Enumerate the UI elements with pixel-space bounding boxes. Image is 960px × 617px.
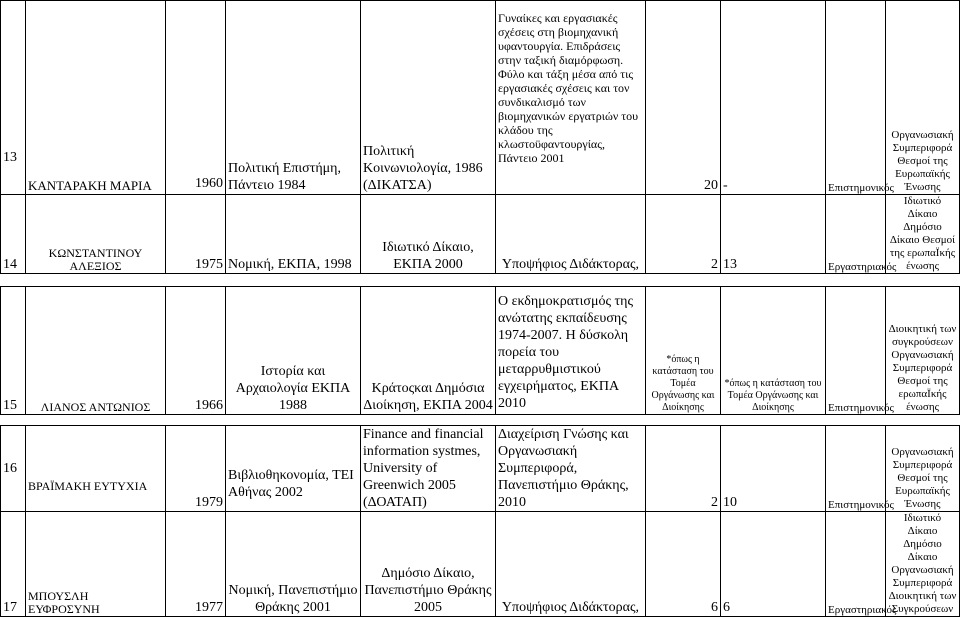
count-2: -: [721, 1, 826, 195]
field: Οργανωσιακή Συμπεριφορά Θεσμοί της Ευρωπαϊκής Ένωσης: [886, 1, 960, 195]
birth-year: 1975: [166, 195, 226, 274]
table-row: [1, 287, 960, 415]
row-id: 14: [1, 195, 26, 274]
count-2: *όπως η κατάσταση του Τομέα Οργάνωσης και Διοίκησης: [721, 287, 826, 415]
degree: Νομική, Πανεπιστήμιο Θράκης 2001: [226, 512, 361, 617]
category: Επιστημονικός: [826, 287, 886, 415]
field: Ιδιωτικό Δίκαιο Δημόσιο Δίκαιο Θεσμοί της ερωπαΪκής ένωσης: [886, 195, 960, 274]
category: Επιστημονικός: [826, 426, 886, 512]
thesis: Ο εκδημοκρατισμός της ανώτατης εκπαίδευσης 1974-2007. Η δύσκολη πορεία του μεταρρυθμιστικού εγχειρήματος, ΕΚΠΑ 2010: [496, 287, 646, 415]
phd: Δημόσιο Δίκαιο, Πανεπιστήμιο Θράκης 2005: [361, 512, 496, 617]
count-2: 10: [721, 426, 826, 512]
birth-year: 1977: [166, 512, 226, 617]
degree: Βιβλιοθηκονομία, ΤΕΙ Αθήνας 2002: [226, 426, 361, 512]
thesis: Υποψήφιος Διδάκτορας,: [496, 512, 646, 617]
thesis: Διαχείριση Γνώσης και Οργανωσιακή Συμπεριφορά, Πανεπιστήμιο Θράκης, 2010: [496, 426, 646, 512]
thesis: Γυναίκες και εργασιακές σχέσεις στη βιομηχανική υφαντουργία. Επιδράσεις στην ταξική διαμόρφωση. Φύλο και τάξη μέσα από τις εργασιακές σχέσεις και τον συνδικαλισμό των βιομηχανικών εργατριών του κλάδου της κλωστοϋφαντουργίας, Πάντειο 2001: [496, 1, 646, 195]
count-1: 2: [646, 195, 721, 274]
person-name: ΚΑΝΤΑΡΑΚΗ ΜΑΡΙΑ: [26, 1, 166, 195]
degree: Ιστορία και Αρχαιολογία ΕΚΠΑ 1988: [226, 287, 361, 415]
phd: Κράτοςκαι Δημόσια Διοίκηση, ΕΚΠΑ 2004: [361, 287, 496, 415]
count-1: 2: [646, 426, 721, 512]
phd: Finance and financial information systmes, University of Greenwich 2005 (ΔΟΑΤΑΠ): [361, 426, 496, 512]
field: Ιδιωτικό Δίκαιο Δημόσιο Δίκαιο Οργανωσιακή Συμπεριφορά Διοικητική των Συγκρούσεων: [886, 512, 960, 617]
field: Οργανωσιακή Συμπεριφορά Θεσμοί της Ευρωπαϊκής Ένωσης: [886, 426, 960, 512]
row-id: 16: [1, 426, 26, 512]
count-1: 20: [646, 1, 721, 195]
field: Διοικητική των συγκρούσεων Οργανωσιακή Συμπεριφορά Θεσμοί της ερωπαΪκής ένωσης: [886, 287, 960, 415]
person-name: ΜΠΟΥΣΛΗ ΕΥΦΡΟΣΥΝΗ: [26, 512, 166, 617]
phd: Πολιτική Κοινωνιολογία, 1986 (ΔΙΚΑΤΣΑ): [361, 1, 496, 195]
category: Εργαστηριακός: [826, 195, 886, 274]
count-1: 6: [646, 512, 721, 617]
person-name: ΚΩΝΣΤΑΝΤΙΝΟΥ ΑΛΕΞΙΟΣ: [26, 195, 166, 274]
degree: Νομική, ΕΚΠΑ, 1998: [226, 195, 361, 274]
row-id: 15: [1, 287, 26, 415]
count-2: 13: [721, 195, 826, 274]
birth-year: 1960: [166, 1, 226, 195]
count-2: 6: [721, 512, 826, 617]
table-row: [1, 426, 960, 512]
row-id: 13: [1, 1, 26, 195]
table-row: [1, 195, 960, 274]
birth-year: 1966: [166, 287, 226, 415]
table-row: [1, 1, 960, 195]
table-row: [1, 512, 960, 617]
category: Εργαστηριακός: [826, 512, 886, 617]
count-1: *όπως η κατάσταση του Τομέα Οργάνωσης και Διοίκησης: [646, 287, 721, 415]
birth-year: 1979: [166, 426, 226, 512]
category: Επιστημονικός: [826, 1, 886, 195]
thesis: Υποψήφιος Διδάκτορας,: [496, 195, 646, 274]
degree: Πολιτική Επιστήμη, Πάντειο 1984: [226, 1, 361, 195]
person-name: ΛΙΑΝΟΣ ΑΝΤΩΝΙΟΣ: [26, 287, 166, 415]
row-id: 17: [1, 512, 26, 617]
phd: Ιδιωτικό Δίκαιο, ΕΚΠΑ 2000: [361, 195, 496, 274]
person-name: ΒΡΑΪΜΑΚΗ ΕΥΤΥΧΙΑ: [26, 426, 166, 512]
